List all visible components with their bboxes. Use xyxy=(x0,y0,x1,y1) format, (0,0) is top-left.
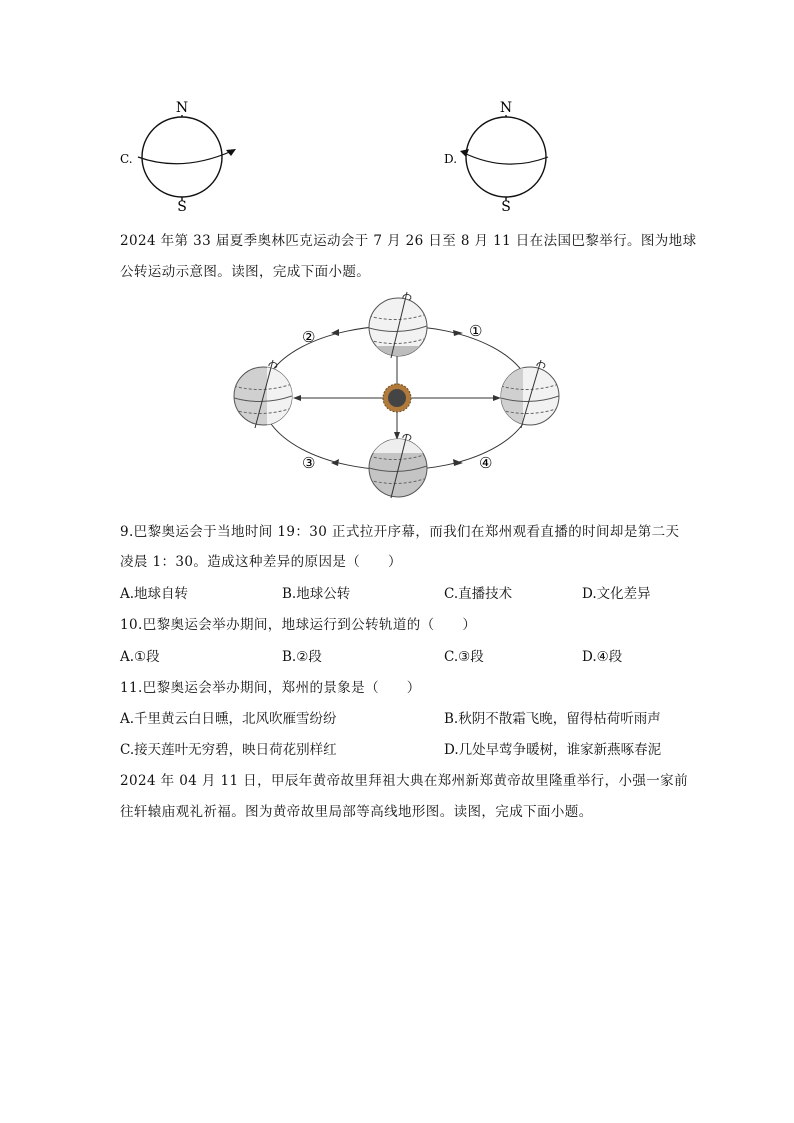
question-10-option-c[interactable]: C.③段 xyxy=(444,649,484,665)
globe-c-north-label: N xyxy=(175,100,189,116)
intro-huangdi-line1: 2024 年 04 月 11 日，甲辰年黄帝故里拜祖大典在郑州新郑黄帝故里隆重举行，小强一家前 xyxy=(120,773,688,789)
question-9-line2: 凌晨 1：30。造成这种差异的原因是（ ） xyxy=(120,554,402,570)
question-9-option-c[interactable]: C.直播技术 xyxy=(444,586,513,602)
question-10-option-b[interactable]: B.②段 xyxy=(282,649,322,665)
orbit-label-3: ③ xyxy=(302,454,316,472)
globe-c-south-label: S xyxy=(177,199,187,215)
question-9-option-d[interactable]: D.文化差异 xyxy=(582,586,651,602)
orbit-label-4: ④ xyxy=(479,454,493,472)
question-10-option-d[interactable]: D.④段 xyxy=(582,649,623,665)
question-11-option-d[interactable]: D.几处早莺争暖树，谁家新燕啄春泥 xyxy=(444,742,662,758)
intro-olympics-line2: 公转运动示意图。读图，完成下面小题。 xyxy=(120,264,371,280)
globe-d-south-label: S xyxy=(501,199,511,215)
orbit-label-1: ① xyxy=(469,322,483,340)
question-9-option-b[interactable]: B.地球公转 xyxy=(282,586,351,602)
question-11-option-a[interactable]: A.千里黄云白日曛，北风吹雁雪纷纷 xyxy=(120,711,337,727)
earth-orbit-diagram xyxy=(225,288,570,503)
orbit-label-2: ② xyxy=(302,328,316,346)
question-10-line1: 10.巴黎奥运会举办期间，地球运行到公转轨道的（ ） xyxy=(120,617,477,633)
globe-d-diagram xyxy=(434,95,574,215)
intro-huangdi-line2: 往轩辕庙观礼祈福。图为黄帝故里局部等高线地形图。读图，完成下面小题。 xyxy=(120,804,593,820)
question-11-line1: 11.巴黎奥运会举办期间，郑州的景象是（ ） xyxy=(120,680,421,696)
intro-olympics-line1: 2024 年第 33 届夏季奥林匹克运动会于 7 月 26 日至 8 月 11 日在法国巴黎举行。图为地球 xyxy=(120,233,697,249)
globe-d-label: D. xyxy=(444,152,458,166)
globe-c-diagram xyxy=(110,95,250,215)
globe-c-label: C. xyxy=(120,152,133,166)
question-11-option-b[interactable]: B.秋阴不散霜飞晚，留得枯荷听雨声 xyxy=(444,711,661,727)
question-11-option-c[interactable]: C.接天莲叶无穷碧，映日荷花别样红 xyxy=(120,742,337,758)
globe-d-north-label: N xyxy=(499,100,513,116)
question-9-option-a[interactable]: A.地球自转 xyxy=(120,586,189,602)
question-9-line1: 9.巴黎奥运会于当地时间 19：30 正式拉开序幕，而我们在郑州观看直播的时间却是第二天 xyxy=(120,524,680,540)
question-10-option-a[interactable]: A.①段 xyxy=(120,649,160,665)
